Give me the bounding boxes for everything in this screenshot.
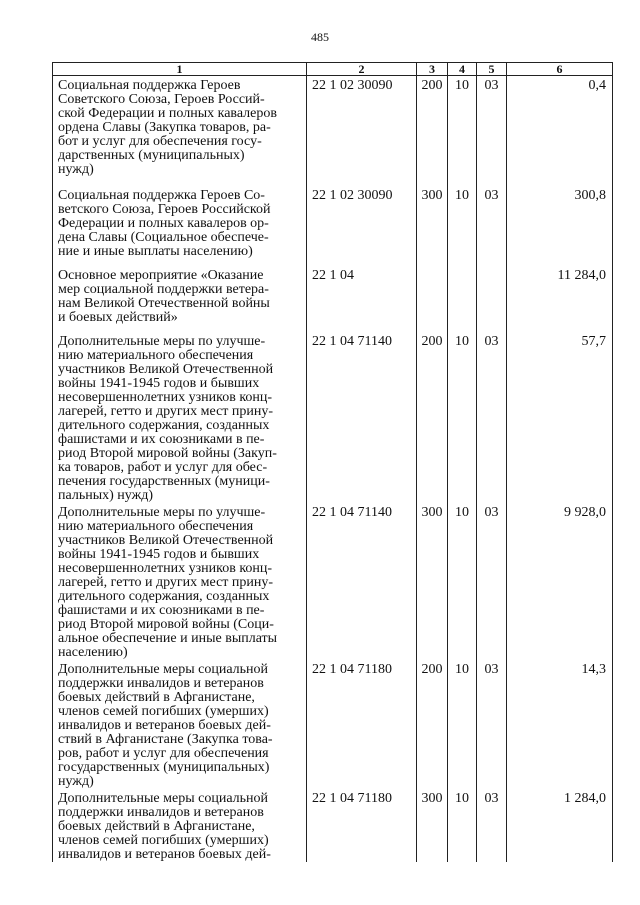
description-line: Основное мероприятие «Оказание — [58, 267, 264, 283]
description-line: риод Второй мировой войны (Закуп- — [58, 445, 277, 461]
description-line: печения государственных (муници- — [58, 473, 270, 489]
row-expense-type: 300 — [417, 789, 448, 862]
description-line: участников Великой Отечественной — [58, 361, 274, 377]
row-target-code: 22 1 04 71180 — [307, 789, 417, 862]
description-line: ние и иные выплаты населению) — [58, 243, 253, 259]
header-col-5: 5 — [477, 63, 507, 76]
row-section: 10 — [448, 503, 477, 660]
description-line: Социальная поддержка Героев — [58, 78, 241, 93]
row-description — [53, 186, 307, 266]
row-expense-type: 300 — [417, 503, 448, 660]
row-description — [53, 660, 307, 789]
description-line: Федерации и полных кавалеров ор- — [58, 215, 269, 231]
description-line: войны 1941-1945 годов и бывших — [58, 375, 260, 391]
description-line: Дополнительные меры социальной — [58, 661, 269, 677]
row-description — [53, 76, 307, 186]
description-line: дена Славы (Социальное обеспече- — [58, 229, 269, 245]
description-line: инвалидов и ветеранов боевых дей- — [58, 846, 271, 862]
description-line: ветского Союза, Героев Российской — [58, 201, 271, 217]
description-line: дарственных (муниципальных) — [58, 148, 245, 163]
header-col-4: 4 — [448, 63, 477, 76]
description-line: поддержки инвалидов и ветеранов — [58, 804, 264, 820]
description-line: ской Федерации и полных кавалеров — [58, 106, 277, 121]
table-body — [53, 76, 613, 862]
description-line: риод Второй мировой войны (Соци- — [58, 616, 274, 632]
header-col-2: 2 — [307, 63, 417, 76]
row-target-code: 22 1 04 71140 — [307, 503, 417, 660]
row-description — [53, 503, 307, 660]
row-amount: 14,3 — [507, 660, 613, 789]
row-amount: 1 284,0 — [507, 789, 613, 862]
row-target-code: 22 1 04 — [307, 266, 417, 332]
description-line: дительного содержания, созданных — [58, 588, 270, 604]
description-line: нам Великой Отечественной войны — [58, 295, 270, 311]
description-line: несовершеннолетних узников конц- — [58, 560, 273, 576]
description-line: альное обеспечение и иные выплаты — [58, 630, 278, 646]
row-description — [53, 332, 307, 503]
description-line: и боевых действий» — [58, 309, 178, 325]
row-description — [53, 789, 307, 862]
row-expense-type: 200 — [417, 660, 448, 789]
row-section: 10 — [448, 332, 477, 503]
description-line: фашистами и их союзниками в пе- — [58, 431, 265, 447]
header-col-1: 1 — [53, 63, 307, 76]
description-line: нужд) — [58, 162, 94, 177]
table-row — [53, 789, 613, 862]
description-line: нию материального обеспечения — [58, 518, 254, 534]
row-amount: 300,8 — [507, 186, 613, 266]
description-line: боевых действий в Афганистане, — [58, 689, 255, 705]
row-expense-type: 200 — [417, 76, 448, 186]
row-subsection — [477, 266, 507, 332]
row-target-code: 22 1 04 71180 — [307, 660, 417, 789]
table-row — [53, 76, 613, 186]
row-target-code: 22 1 02 30090 — [307, 186, 417, 266]
description-line: лагерей, гетто и других мест прину- — [58, 574, 274, 590]
description-line: Дополнительные меры по улучше- — [58, 333, 266, 349]
row-subsection: 03 — [477, 76, 507, 186]
row-target-code: 22 1 02 30090 — [307, 76, 417, 186]
description-line: ров, работ и услуг для обеспечения — [58, 745, 269, 761]
description-line: пальных) нужд) — [58, 487, 154, 503]
description-line: Советского Союза, Героев Россий- — [58, 92, 265, 107]
row-expense-type: 300 — [417, 186, 448, 266]
row-expense-type — [417, 266, 448, 332]
table-row — [53, 266, 613, 332]
description-line: фашистами и их союзниками в пе- — [58, 602, 265, 618]
row-expense-type: 200 — [417, 332, 448, 503]
description-line: членов семей погибших (умерших) — [58, 832, 269, 848]
description-line: государственных (муниципальных) — [58, 759, 270, 775]
row-amount: 57,7 — [507, 332, 613, 503]
budget-table — [52, 62, 613, 862]
description-line: Социальная поддержка Героев Со- — [58, 187, 265, 203]
description-line: Дополнительные меры социальной — [58, 790, 269, 806]
row-amount: 9 928,0 — [507, 503, 613, 660]
row-section — [448, 266, 477, 332]
description-line: участников Великой Отечественной — [58, 532, 274, 548]
row-amount: 0,4 — [507, 76, 613, 186]
description-line: поддержки инвалидов и ветеранов — [58, 675, 264, 691]
row-description — [53, 266, 307, 332]
row-target-code: 22 1 04 71140 — [307, 332, 417, 503]
description-line: несовершеннолетних узников конц- — [58, 389, 273, 405]
header-col-6: 6 — [507, 63, 613, 76]
description-line: населению) — [58, 644, 128, 660]
header-row — [53, 63, 613, 76]
description-line: членов семей погибших (умерших) — [58, 703, 269, 719]
table-row — [53, 186, 613, 266]
description-line: инвалидов и ветеранов боевых дей- — [58, 717, 271, 733]
row-subsection: 03 — [477, 332, 507, 503]
description-line: дительного содержания, созданных — [58, 417, 270, 433]
description-line: нию материального обеспечения — [58, 347, 254, 363]
header-col-3: 3 — [417, 63, 448, 76]
row-amount: 11 284,0 — [507, 266, 613, 332]
table-row — [53, 503, 613, 660]
row-section: 10 — [448, 186, 477, 266]
description-line: боевых действий в Афганистане, — [58, 818, 255, 834]
description-line: нужд) — [58, 773, 94, 789]
description-line: бот и услуг для обеспечения госу- — [58, 134, 262, 149]
row-subsection: 03 — [477, 660, 507, 789]
description-line: мер социальной поддержки ветера- — [58, 281, 269, 297]
description-line: ствий в Афганистане (Закупка това- — [58, 731, 273, 747]
row-subsection: 03 — [477, 186, 507, 266]
row-section: 10 — [448, 76, 477, 186]
description-line: Дополнительные меры по улучше- — [58, 504, 266, 520]
row-subsection: 03 — [477, 789, 507, 862]
page-number: 485 — [311, 30, 329, 44]
row-section: 10 — [448, 660, 477, 789]
table-row — [53, 332, 613, 503]
description-line: лагерей, гетто и других мест прину- — [58, 403, 274, 419]
row-section: 10 — [448, 789, 477, 862]
description-line: ка товаров, работ и услуг для обес- — [58, 459, 268, 475]
table-row — [53, 660, 613, 789]
row-subsection: 03 — [477, 503, 507, 660]
description-line: ордена Славы (Закупка товаров, ра- — [58, 120, 271, 135]
description-line: войны 1941-1945 годов и бывших — [58, 546, 260, 562]
